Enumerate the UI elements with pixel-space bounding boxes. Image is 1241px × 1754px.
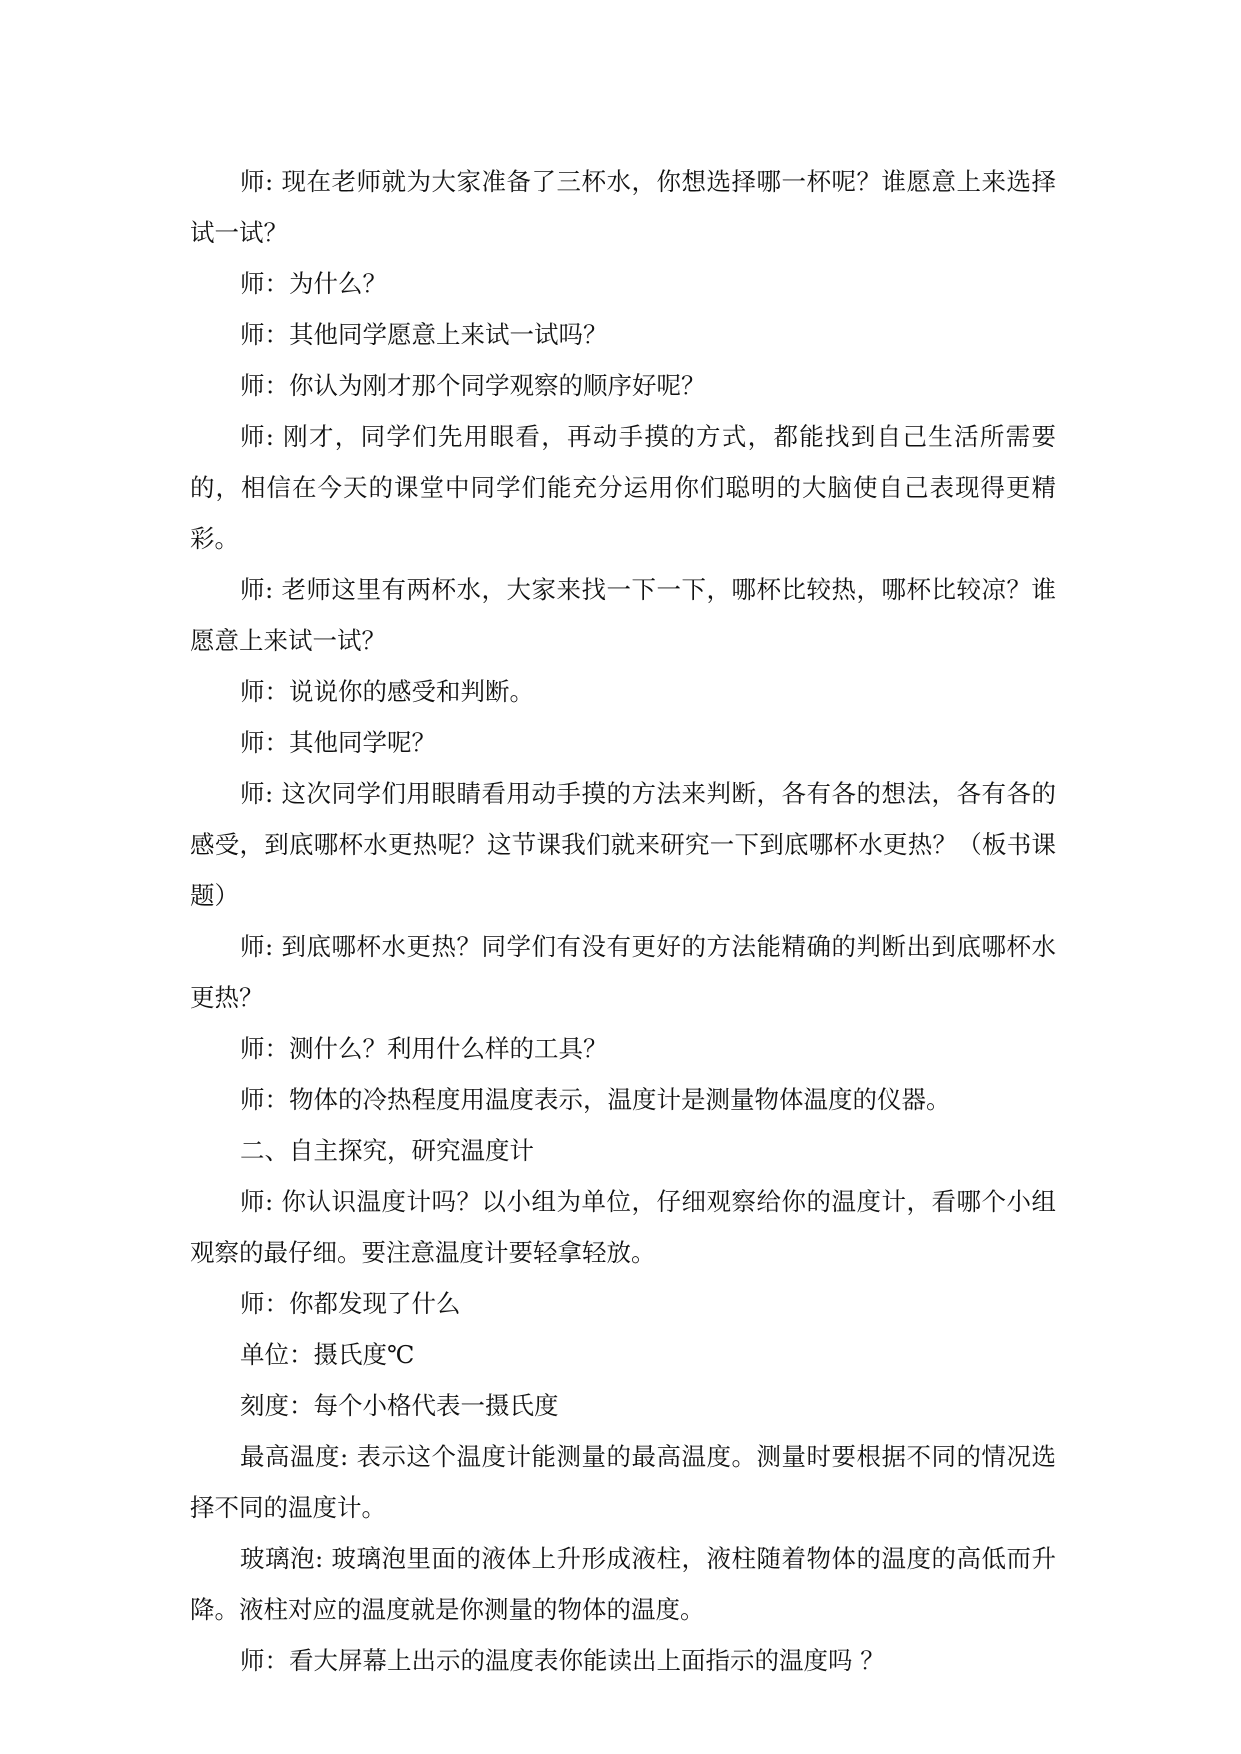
- paragraph: 最高温度: 表示这个温度计能测量的最高温度。测量时要根据不同的情况选择不同的温度计。: [190, 1442, 1056, 1522]
- paragraph: 师：说说你的感受和判断。: [240, 677, 534, 706]
- paragraph: 师：其他同学愿意上来试一试吗？: [240, 320, 608, 349]
- document-body: [190, 156, 1056, 1686]
- paragraph: 玻璃泡: 玻璃泡里面的液体上升形成液柱，液柱随着物体的温度的高低而升降。液柱对应的温度就是你测量的物体的温度。: [190, 1544, 1056, 1624]
- paragraph: 师：你认为刚才那个同学观察的顺序好呢？: [240, 371, 706, 400]
- paragraph: 师: 这次同学们用眼睛看用动手摸的方法来判断，各有各的想法，各有各的感受，到底哪杯水更热呢？这节课我们就来研究一下到底哪杯水更热？（板书课题）: [190, 779, 1056, 910]
- paragraph: 师: 你认识温度计吗？以小组为单位，仔细观察给你的温度计，看哪个小组观察的最仔细。要注意温度计要轻拿轻放。: [190, 1187, 1056, 1267]
- paragraph: 师：看大屏幕上出示的温度表你能读出上面指示的温度吗 ？: [240, 1646, 885, 1675]
- paragraph: 师: 到底哪杯水更热？同学们有没有更好的方法能精确的判断出到底哪杯水更热？: [190, 932, 1056, 1012]
- paragraph: 师: 刚才，同学们先用眼看，再动手摸的方式，都能找到自己生活所需要的，相信在今天的课堂中同学们能充分运用你们聪明的大脑使自己表现得更精彩。: [190, 422, 1056, 553]
- paragraph: 单位：摄氏度℃: [240, 1340, 415, 1369]
- section-heading: 二、自主探究，研究温度计: [240, 1136, 534, 1165]
- paragraph: 刻度：每个小格代表一摄氏度: [240, 1391, 559, 1420]
- paragraph: 师：物体的冷热程度用温度表示，温度计是测量物体温度的仪器。: [240, 1085, 951, 1114]
- paragraph: 师：为什么？: [240, 269, 387, 298]
- paragraph: 师: 现在老师就为大家准备了三杯水，你想选择哪一杯呢？谁愿意上来选择试一试？: [190, 167, 1056, 247]
- paragraph: 师：其他同学呢？: [240, 728, 436, 757]
- paragraph: 师：测什么？利用什么样的工具？: [240, 1034, 608, 1063]
- paragraph: 师：你都发现了什么: [240, 1289, 461, 1318]
- paragraph: 师: 老师这里有两杯水，大家来找一下一下，哪杯比较热，哪杯比较凉？谁愿意上来试一试？: [190, 575, 1056, 655]
